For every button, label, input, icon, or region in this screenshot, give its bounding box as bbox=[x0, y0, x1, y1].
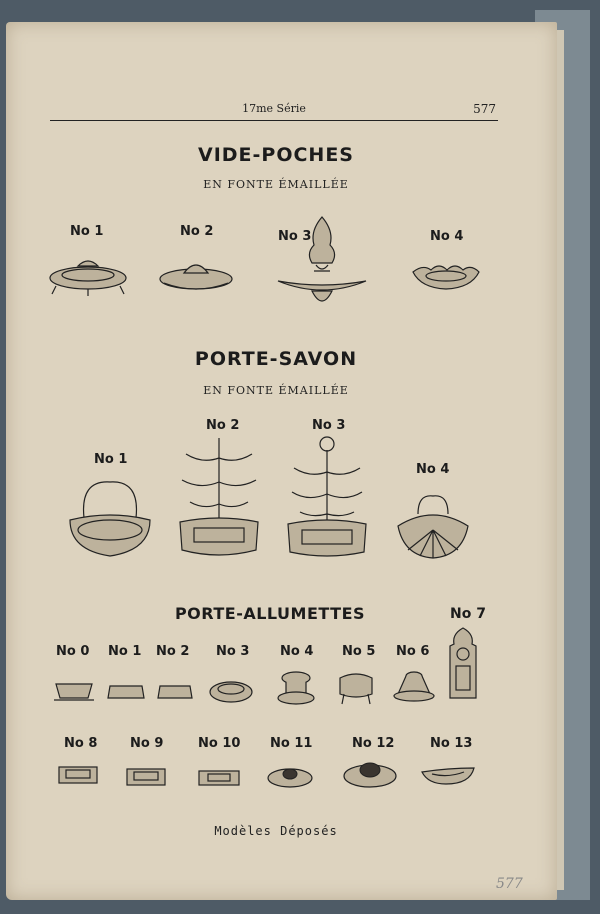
porte-savon-2-illustration bbox=[176, 434, 262, 560]
item-label: No 3 bbox=[312, 418, 346, 433]
item-label: No 0 bbox=[56, 644, 90, 659]
item-label: No 1 bbox=[108, 644, 142, 659]
item-label: No 8 bbox=[64, 736, 98, 751]
item-label: No 4 bbox=[430, 229, 464, 244]
vide-poche-3-illustration bbox=[276, 215, 368, 311]
page-number: 577 bbox=[473, 102, 496, 116]
catalog-page bbox=[6, 22, 557, 900]
porte-allumettes-13-illustration bbox=[420, 764, 476, 788]
item-label: No 2 bbox=[156, 644, 190, 659]
porte-allumettes-3-illustration bbox=[208, 678, 254, 706]
item-label: No 11 bbox=[270, 736, 313, 751]
item-label: No 4 bbox=[416, 462, 450, 477]
porte-allumettes-0-illustration bbox=[52, 678, 96, 704]
series-label: 17me Série bbox=[242, 102, 306, 115]
item-label: No 10 bbox=[198, 736, 241, 751]
section-subtitle-porte-savon: EN FONTE ÉMAILLÉE bbox=[203, 384, 349, 397]
vide-poche-1-illustration bbox=[46, 254, 130, 298]
vide-poche-4-illustration bbox=[411, 262, 481, 292]
item-label: No 5 bbox=[342, 644, 376, 659]
porte-savon-3-illustration bbox=[284, 434, 370, 560]
porte-allumettes-2-illustration bbox=[156, 682, 194, 702]
porte-allumettes-7-illustration bbox=[446, 626, 480, 702]
item-label: No 1 bbox=[70, 224, 104, 239]
porte-allumettes-5-illustration bbox=[336, 670, 376, 706]
porte-allumettes-1-illustration bbox=[106, 682, 146, 702]
footer-registered-models: Modèles Déposés bbox=[214, 824, 338, 838]
item-label: No 3 bbox=[216, 644, 250, 659]
section-title-porte-savon: PORTE-SAVON bbox=[194, 348, 358, 370]
item-label: No 2 bbox=[180, 224, 214, 239]
porte-allumettes-12-illustration bbox=[342, 756, 398, 790]
section-subtitle-vide-poches: EN FONTE ÉMAILLÉE bbox=[203, 178, 349, 191]
handwritten-page-number: 577 bbox=[496, 876, 523, 892]
porte-allumettes-6-illustration bbox=[392, 670, 436, 704]
porte-allumettes-8-illustration bbox=[56, 764, 100, 786]
item-label: No 6 bbox=[396, 644, 430, 659]
item-label: No 12 bbox=[352, 736, 395, 751]
item-label: No 1 bbox=[94, 452, 128, 467]
item-label: No 2 bbox=[206, 418, 240, 433]
porte-savon-1-illustration bbox=[66, 478, 154, 560]
porte-allumettes-4-illustration bbox=[276, 670, 316, 706]
item-label: No 7 bbox=[450, 606, 486, 622]
porte-savon-4-illustration bbox=[396, 490, 470, 560]
vide-poche-2-illustration bbox=[156, 255, 236, 295]
section-title-porte-allumettes: PORTE-ALLUMETTES bbox=[174, 604, 366, 623]
item-label: No 4 bbox=[280, 644, 314, 659]
running-header bbox=[50, 102, 498, 121]
item-label: No 3 bbox=[278, 229, 312, 244]
section-title-vide-poches: VIDE-POCHES bbox=[198, 144, 354, 166]
item-label: No 9 bbox=[130, 736, 164, 751]
item-label: No 13 bbox=[430, 736, 473, 751]
porte-allumettes-10-illustration bbox=[196, 768, 242, 788]
porte-allumettes-11-illustration bbox=[266, 762, 314, 790]
porte-allumettes-9-illustration bbox=[124, 766, 168, 788]
